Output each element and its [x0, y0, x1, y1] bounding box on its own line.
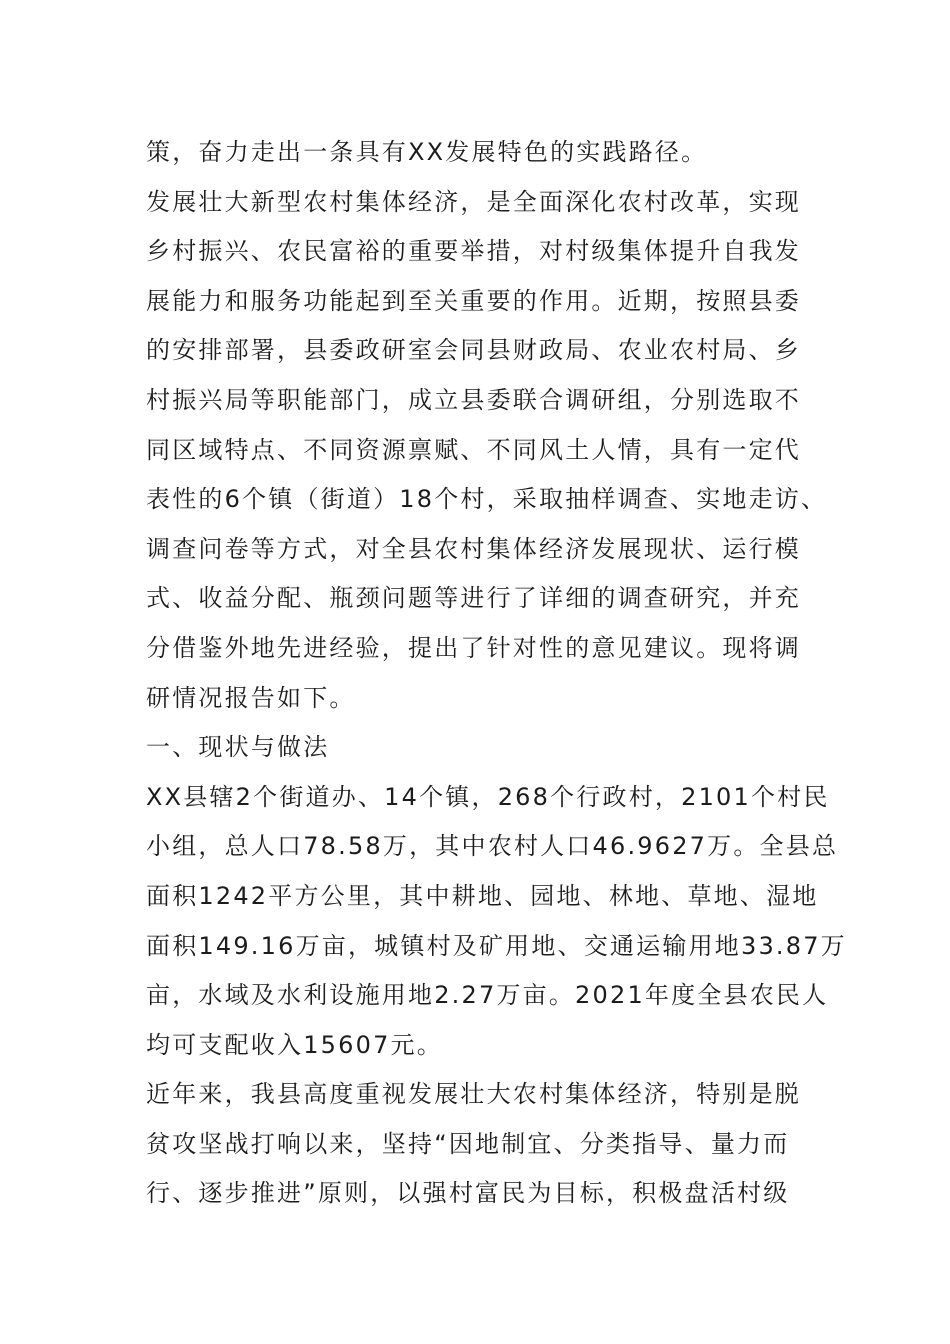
- text-line: 亩，水域及水利设施用地2.27万亩。2021年度全县农民人: [146, 981, 829, 1010]
- text-line: 小组，总人口78.58万，其中农村人口46.9627万。全县总: [146, 832, 839, 861]
- paragraph-county-overview: [146, 773, 847, 1071]
- text-line: 均可支配收入15607元。: [146, 1030, 443, 1059]
- paragraph-intro-tail: [146, 128, 826, 178]
- text-line: 近年来，我县高度重视发展壮大农村集体经济，特别是脱: [146, 1080, 801, 1109]
- text-line: 同区域特点、不同资源禀赋、不同风土人情，具有一定代: [146, 435, 801, 464]
- text-line: 贫攻坚战打响以来，坚持“因地制宜、分类指导、量力而: [146, 1129, 790, 1158]
- section-heading: [146, 723, 826, 773]
- text-line: 发展壮大新型农村集体经济，是全面深化农村改革，实现: [146, 187, 801, 216]
- text-line: 策，奋力走出一条具有XX发展特色的实践路径。: [146, 138, 708, 166]
- text-line: 调查问卷等方式，对全县农村集体经济发展现状、运行模: [146, 534, 801, 563]
- paragraph-intro: [146, 178, 826, 724]
- text-line: 式、收益分配、瓶颈问题等进行了详细的调查研究，并充: [146, 584, 801, 613]
- text-line: 村振兴局等职能部门，成立县委联合调研组，分别选取不: [146, 385, 801, 414]
- text-line: 的安排部署，县委政研室会同县财政局、农业农村局、乡: [146, 336, 801, 365]
- text-line: 面积149.16万亩，城镇村及矿用地、交通运输用地33.87万: [146, 931, 847, 960]
- document-body: [146, 128, 847, 1219]
- text-line: 乡村振兴、农民富裕的重要举措，对村级集体提升自我发: [146, 237, 801, 266]
- text-line: XX县辖2个街道办、14个镇，268个行政村，2101个村民: [146, 782, 830, 811]
- text-line: 表性的6个镇（街道）18个村，采取抽样调查、实地走访、: [146, 485, 828, 514]
- text-line: 研情况报告如下。: [146, 683, 356, 712]
- text-line: 行、逐步推进”原则，以强村富民为目标，积极盘活村级: [146, 1179, 790, 1208]
- paragraph-recent-years: [146, 1070, 826, 1219]
- text-line: 分借鉴外地先进经验，提出了针对性的意见建议。现将调: [146, 633, 801, 662]
- text-line: 展能力和服务功能起到至关重要的作用。近期，按照县委: [146, 286, 801, 315]
- heading-line: 一、现状与做法: [146, 733, 330, 762]
- text-line: 面积1242平方公里，其中耕地、园地、林地、草地、湿地: [146, 881, 819, 910]
